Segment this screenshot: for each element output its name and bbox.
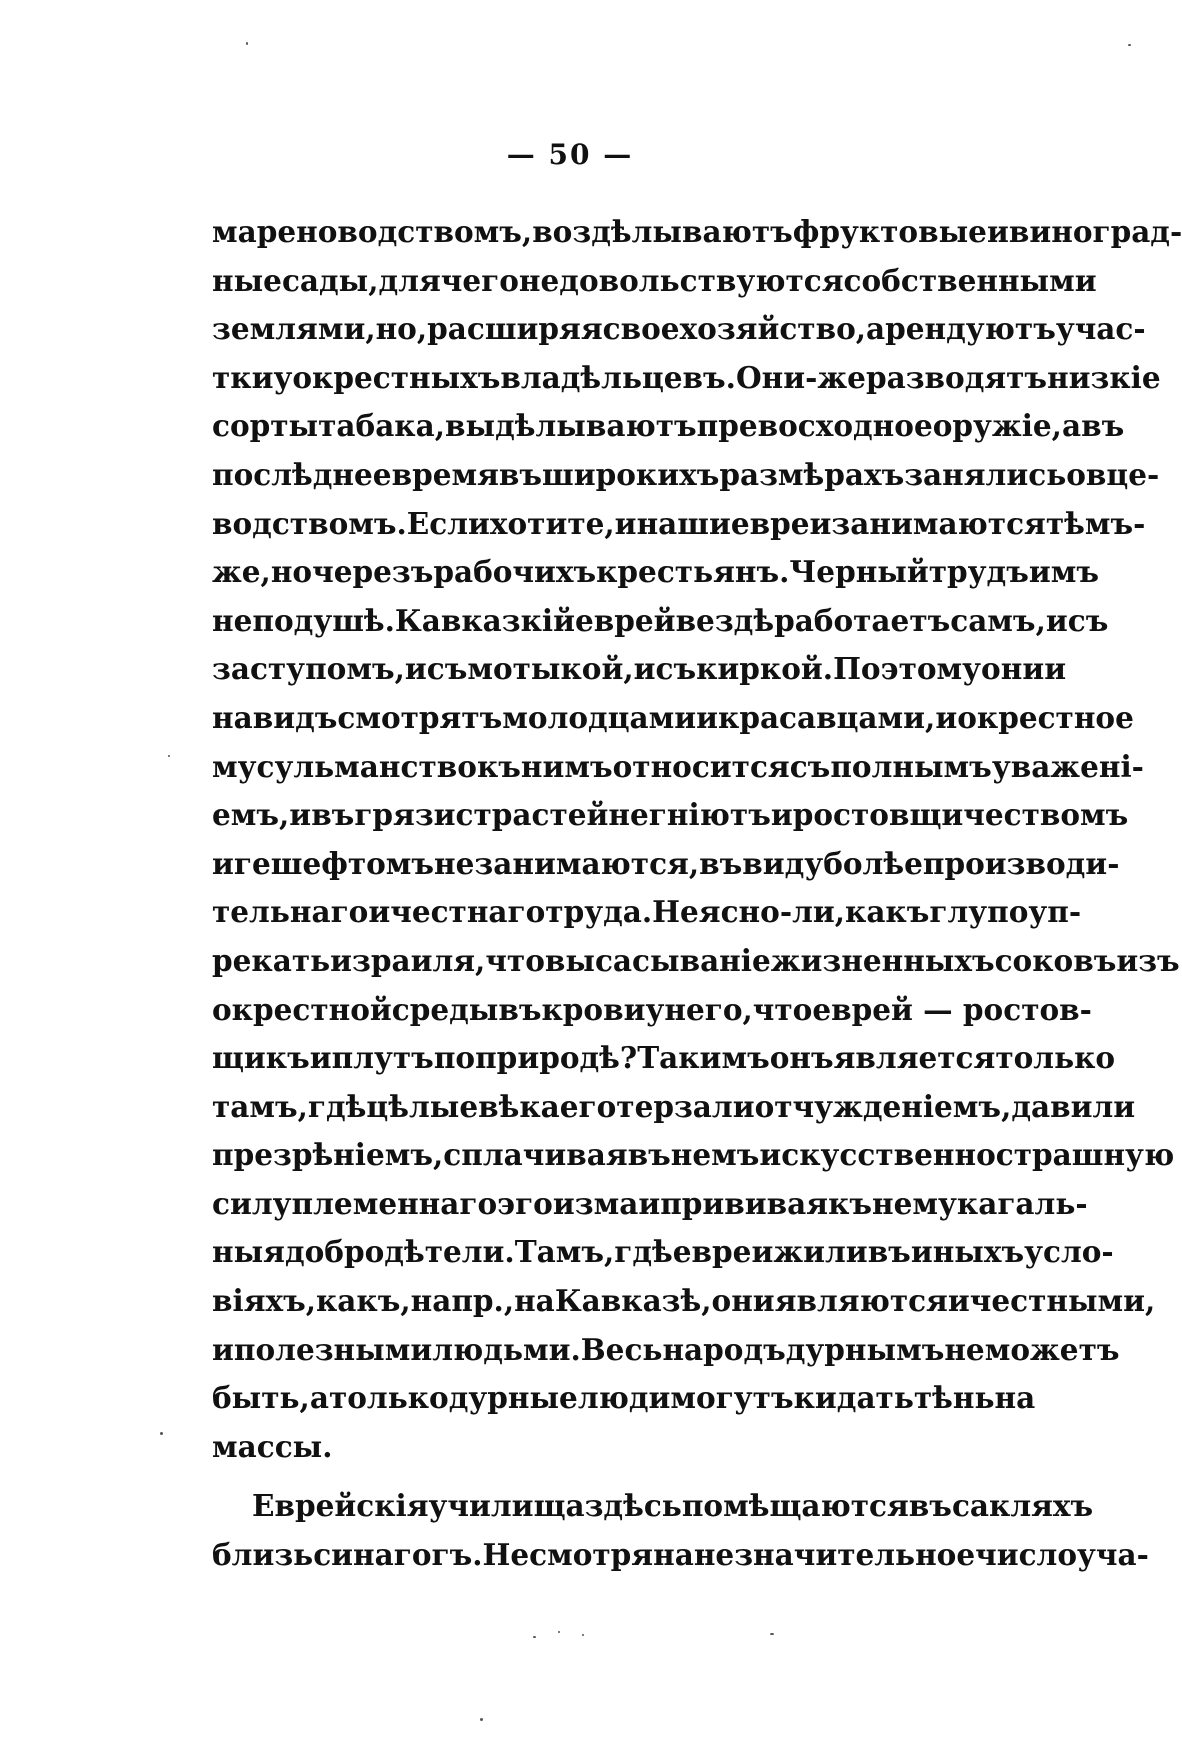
word: табака, [318, 408, 445, 444]
word: широкихъ [542, 456, 720, 492]
word: полнымъ [830, 748, 992, 784]
word: и [309, 1040, 332, 1076]
word: здѣсь [584, 1488, 682, 1524]
word: овце- [1066, 456, 1160, 492]
word: виноград- [1008, 214, 1182, 249]
word: чего [440, 262, 519, 298]
word: дурные [448, 1380, 578, 1416]
word: ясно-ли, [698, 894, 846, 930]
word: немъ [670, 1137, 760, 1173]
word: къ [476, 748, 521, 784]
word: и [1045, 602, 1068, 638]
word: высасываніе [544, 942, 771, 978]
word: водствомъ. [212, 505, 407, 541]
word: въ [311, 797, 355, 833]
text-line [212, 937, 1180, 986]
word: Тамъ, [514, 1234, 615, 1270]
word: крестьянъ. [596, 554, 790, 590]
word: относится [612, 748, 790, 784]
word: ростовщичествомъ [792, 797, 1129, 833]
word: съ [1067, 602, 1109, 638]
text-line [212, 1277, 1156, 1326]
word: въ [908, 1488, 952, 1524]
word: віяхъ, [212, 1283, 316, 1319]
word: нимъ [520, 748, 613, 784]
word: силу [212, 1185, 292, 1221]
word: уча- [1077, 1537, 1149, 1573]
word: глупо [929, 894, 1029, 930]
word: уваженi- [991, 748, 1144, 784]
word: могутъ [670, 1380, 794, 1416]
word: можетъ [984, 1331, 1120, 1367]
word: сплачивая [443, 1137, 628, 1173]
text-line [212, 354, 1161, 403]
word: и [212, 845, 234, 881]
word: Если [406, 505, 490, 541]
word: усло- [1024, 1234, 1114, 1270]
word: красавцами, [718, 699, 936, 735]
text-line [212, 1228, 1114, 1277]
word: а [309, 1380, 329, 1416]
word: не [212, 602, 253, 638]
word: отчужденіемъ, [754, 1088, 1012, 1124]
word: въ [498, 991, 542, 1027]
word: сорты [212, 408, 319, 444]
text-line [212, 451, 1160, 500]
word: ныя [212, 1234, 285, 1270]
word: хотите, [489, 505, 615, 541]
word: тѣмъ- [1045, 505, 1146, 541]
word: видъ [252, 699, 338, 735]
word: довольствуются [559, 262, 844, 298]
word: киркой. [696, 651, 834, 687]
text-line [212, 840, 1120, 889]
word: эгоизма [497, 1185, 639, 1221]
word: работаетъ [774, 602, 951, 638]
word: Не [652, 894, 699, 930]
word: страстей [455, 797, 609, 833]
word: и [696, 699, 719, 735]
word: не [434, 845, 475, 881]
print-speck [582, 1634, 584, 1636]
word: рабочихъ [433, 554, 597, 590]
word: щикъ [212, 1040, 310, 1076]
word: занимаются, [474, 845, 700, 881]
word: какъ, [316, 1283, 411, 1319]
word: гдѣ [614, 1234, 673, 1270]
word: занимаются [831, 505, 1046, 541]
text-line [212, 986, 1092, 1035]
word: на [994, 1380, 1036, 1416]
word: Несмотря [482, 1537, 654, 1573]
word: тельнаго [212, 894, 369, 930]
word: и [212, 1331, 234, 1367]
print-speck [480, 1718, 483, 1721]
word: массы. [212, 1428, 333, 1464]
word: только [328, 1380, 449, 1416]
word: но [270, 554, 313, 590]
body-text [212, 208, 1182, 1580]
word: синагогъ. [313, 1537, 483, 1573]
word: окрестныхъ [292, 359, 501, 395]
word: терзали [616, 1088, 755, 1124]
word: черезъ [312, 554, 434, 590]
word: труда. [545, 894, 653, 930]
word: гешефтомъ [233, 845, 435, 881]
print-speck [533, 1636, 536, 1638]
word: емъ, [212, 797, 290, 833]
text-line [212, 1531, 1149, 1580]
word: еврей — ростов- [812, 991, 1092, 1027]
word: послѣднее [212, 456, 392, 492]
word: къ [828, 1185, 873, 1221]
word: что [485, 942, 545, 978]
word: соковъ [994, 942, 1117, 978]
text-line [212, 548, 1099, 597]
word: для [378, 262, 441, 298]
word: число [975, 1537, 1078, 1573]
word: презрѣніемъ, [212, 1137, 444, 1173]
word: гніютъ [648, 797, 771, 833]
print-speck [558, 1631, 560, 1633]
word: жили [773, 1234, 868, 1270]
text-line [212, 597, 1109, 646]
word: мотыкой, [467, 651, 634, 687]
word: искусственно [759, 1137, 996, 1173]
print-speck [168, 755, 170, 757]
word: цѣлые [366, 1088, 479, 1124]
word: разводятъ [865, 359, 1048, 395]
word: жизненныхъ [770, 942, 995, 978]
word: народъ [662, 1331, 786, 1367]
word: кидать [793, 1380, 914, 1416]
word: люди [577, 1380, 671, 1416]
word: среды [391, 991, 499, 1027]
word: виду [742, 845, 824, 881]
word: Такимъ [637, 1040, 770, 1076]
word: владѣльцевъ. [500, 359, 736, 395]
word: близь [212, 1537, 314, 1573]
word: низкіе [1047, 359, 1161, 395]
word: не [944, 1331, 985, 1367]
text-line [212, 1482, 1094, 1531]
text-line [212, 694, 1134, 743]
word: они [711, 1283, 775, 1319]
word: сакляхъ [951, 1488, 1094, 1524]
word: людьми. [432, 1331, 581, 1367]
word: самъ, [950, 602, 1046, 638]
word: оружіе, [932, 408, 1062, 444]
word: и [638, 1185, 661, 1221]
text-line [212, 500, 1146, 549]
word: но, [375, 311, 428, 347]
word: время [391, 456, 499, 492]
word: какъ [845, 894, 930, 930]
word: иныхъ [910, 1234, 1025, 1270]
text-line [212, 888, 1082, 937]
word: кагаль- [956, 1185, 1088, 1221]
word: фруктовые [792, 214, 987, 249]
text-line [212, 305, 1146, 354]
word: и [404, 651, 427, 687]
word: и [986, 214, 1009, 249]
word: племеннаго [291, 1185, 498, 1221]
word: страшную [995, 1137, 1175, 1173]
word: ные [212, 262, 282, 298]
word: и [947, 1283, 970, 1319]
word: честными, [969, 1283, 1156, 1319]
word: производи- [922, 845, 1120, 881]
word: въ [627, 1137, 671, 1173]
word: Весь [580, 1331, 663, 1367]
word: быть, [212, 1380, 310, 1416]
word: и [935, 699, 958, 735]
word: молодцами [502, 699, 697, 735]
text-line [212, 1326, 1120, 1375]
word: крови [541, 991, 646, 1027]
word: на [653, 1537, 694, 1573]
word: являются [774, 1283, 948, 1319]
page-number: — 50 — [506, 138, 634, 171]
word: еврей [575, 602, 676, 638]
text-line [212, 257, 1097, 306]
word: а [1061, 408, 1082, 444]
word: только [995, 1040, 1116, 1076]
word: плутъ [331, 1040, 434, 1076]
word: и [368, 894, 391, 930]
word: рекать [212, 942, 331, 978]
word: наши [636, 505, 731, 541]
word: помѣщаются [681, 1488, 909, 1524]
text-line [212, 402, 1125, 451]
text-line [212, 1131, 1175, 1180]
word: свое [602, 311, 680, 347]
word: природѣ? [475, 1040, 638, 1076]
print-speck [246, 42, 248, 45]
word: израиля, [330, 942, 486, 978]
word: они [981, 651, 1045, 687]
word: незначительное [693, 1537, 976, 1573]
word: на [514, 1283, 555, 1319]
word: онъ [769, 1040, 834, 1076]
word: грязи [354, 797, 456, 833]
word: выдѣлываютъ [445, 408, 697, 444]
word: хозяйство, [679, 311, 867, 347]
text-line [212, 1034, 1116, 1083]
word: напр., [410, 1283, 515, 1319]
word: мусульманство [212, 748, 477, 784]
word: въ [1081, 408, 1125, 444]
word: что [752, 991, 813, 1027]
print-speck [770, 1633, 774, 1635]
word: евреи [672, 1234, 774, 1270]
word: добродѣтели. [284, 1234, 515, 1270]
word: прививая [660, 1185, 829, 1221]
word: по [252, 602, 294, 638]
word: у [273, 359, 293, 395]
word: дурнымъ [785, 1331, 945, 1367]
word: по [433, 1040, 476, 1076]
word: на [212, 699, 253, 735]
word: него, [664, 991, 753, 1027]
word: Поэтому [833, 651, 982, 687]
word: трудъ [928, 554, 1029, 590]
text-line [212, 1374, 1036, 1423]
word: его [559, 1088, 617, 1124]
word: гдѣ [307, 1088, 367, 1124]
text-line [212, 1423, 1030, 1472]
word: съ [655, 651, 697, 687]
word: съ [789, 748, 831, 784]
word: полезными [233, 1331, 433, 1367]
word: собственными [843, 262, 1097, 298]
word: и [1044, 651, 1067, 687]
word: заступомъ, [212, 651, 405, 687]
word: съ [426, 651, 468, 687]
word: занялись [904, 456, 1067, 492]
word: арендуютъ [866, 311, 1056, 347]
word: тамъ, [212, 1088, 308, 1124]
text-line [212, 645, 1067, 694]
word: воздѣлываютъ [532, 214, 793, 249]
word: окрестное [957, 699, 1134, 735]
word: у [645, 991, 665, 1027]
word: и [770, 797, 793, 833]
word: нему [872, 1185, 957, 1221]
word: имъ [1028, 554, 1099, 590]
word: окрестной [212, 991, 392, 1027]
word: Еврейскія [252, 1488, 429, 1524]
print-speck [1128, 44, 1131, 46]
word: тѣнь [913, 1380, 995, 1416]
print-speck [160, 1432, 163, 1435]
text-line [212, 1083, 1136, 1132]
word: душѣ. [293, 602, 395, 638]
word: не [608, 797, 649, 833]
word: землями, [212, 311, 376, 347]
word: Черный [789, 554, 929, 590]
word: учас- [1055, 311, 1146, 347]
word: Они-же [735, 359, 866, 395]
word: Кавказѣ, [554, 1283, 712, 1319]
word: мареноводствомъ, [212, 214, 533, 249]
word: вездѣ [675, 602, 775, 638]
word: давили [1011, 1088, 1136, 1124]
word: училища [428, 1488, 585, 1524]
word: же, [212, 554, 271, 590]
word: и [289, 797, 312, 833]
text-line [212, 743, 1144, 792]
text-line [212, 1180, 1088, 1229]
word: смотрятъ [337, 699, 503, 735]
word: и [633, 651, 656, 687]
word: является [833, 1040, 996, 1076]
word: въ [699, 845, 743, 881]
word: изъ [1116, 942, 1180, 978]
word: сады, [281, 262, 379, 298]
word: не [518, 262, 560, 298]
word: евреи [730, 505, 832, 541]
word: превосходное [696, 408, 933, 444]
text-line [212, 791, 1129, 840]
word: въ [867, 1234, 911, 1270]
word: въ [498, 456, 543, 492]
word: расширяя [427, 311, 603, 347]
word: болѣе [823, 845, 923, 881]
word: уп- [1028, 894, 1082, 930]
text-line [212, 208, 1182, 257]
word: вѣка [478, 1088, 560, 1124]
word: честнаго [390, 894, 546, 930]
word: и [614, 505, 637, 541]
word: размѣрахъ [719, 456, 905, 492]
word: тки [212, 359, 274, 395]
word: Кавказкій [394, 602, 576, 638]
